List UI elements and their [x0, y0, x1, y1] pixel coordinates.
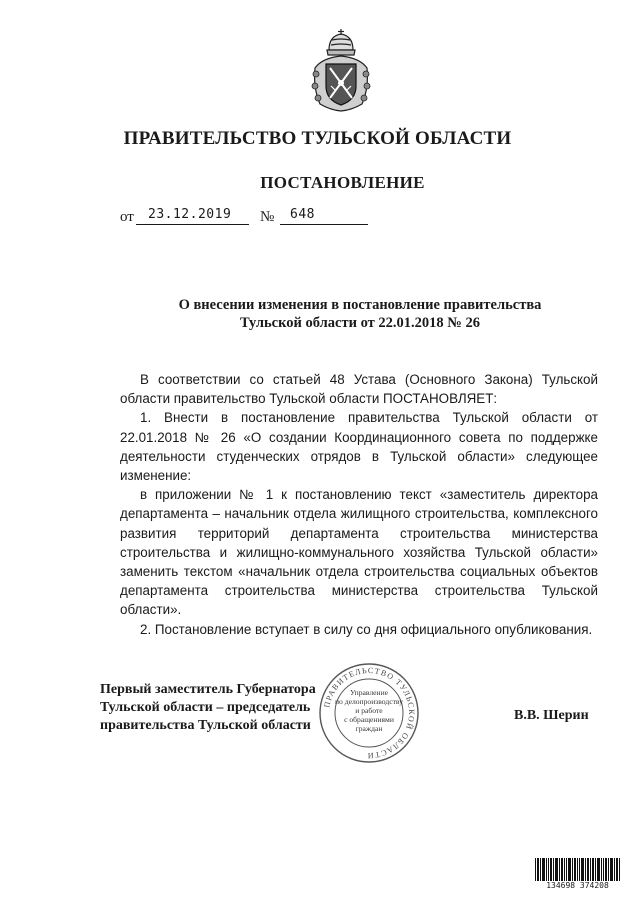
stamp-ring-text: ПРАВИТЕЛЬСТВО ТУЛЬСКОЙ ОБЛАСТИ	[322, 665, 417, 761]
stamp-line: по делопроизводству	[334, 697, 404, 706]
organization-heading: ПРАВИТЕЛЬСТВО ТУЛЬСКОЙ ОБЛАСТИ	[123, 128, 512, 149]
coat-of-arms-emblem	[310, 28, 372, 112]
document-body	[120, 370, 598, 639]
signatory-name: В.В. Шерин	[514, 708, 589, 723]
signatory-position-line-2: Тульской области – председатель	[100, 700, 311, 715]
date-from-label: от	[120, 209, 134, 225]
stamp-line: граждан	[355, 724, 383, 733]
title-line-2: Тульской области от 22.01.2018 № 26	[240, 315, 480, 331]
document-number: 648	[290, 207, 315, 222]
stamp-line: с обращениями	[344, 715, 394, 724]
document-type-heading: ПОСТАНОВЛЕНИЕ	[260, 173, 425, 192]
stamp-center-text	[330, 688, 408, 733]
signatory-position-line-1: Первый заместитель Губернатора	[100, 682, 316, 697]
signatory-position-line-3: правительства Тульской области	[100, 718, 311, 733]
document-title	[120, 296, 600, 332]
number-underline	[280, 224, 368, 225]
stamp-line: и работе	[355, 706, 383, 715]
stamp-line: Управление	[349, 688, 389, 697]
body-paragraph: 1. Внести в постановление правительства Тульской области от 22.01.2018 № 26 «О создании Координационного совета по поддержке деятельности студенческих отрядов в Тульской области» следующее изменение:	[120, 410, 598, 484]
document-date: 23.12.2019	[148, 207, 232, 222]
body-paragraph: 2. Постановление вступает в силу со дня официального опубликования.	[140, 621, 593, 637]
number-label: №	[260, 209, 275, 225]
body-paragraph: В соответствии со статьей 48 Устава (Основного Закона) Тульской области правительство Тульской области ПОСТАНОВЛЯЕТ:	[120, 372, 598, 407]
signatory-position	[100, 681, 340, 735]
barcode-number: 134698 374208	[535, 881, 620, 891]
title-line-1: О внесении изменения в постановление правительства	[178, 297, 542, 313]
body-paragraph: в приложении № 1 к постановлению текст «заместитель директора департамента – начальник отдела жилищного строительства, комплексного развития территорий департамента строительства министерства строительства и жилищно-коммунального хозяйства Тульской области» заменить текстом «начальник отдела строительства социальных объектов департамента строительства министерства строительства Тульской области».	[120, 487, 598, 618]
date-underline	[136, 224, 249, 225]
date-number-line	[120, 207, 380, 227]
